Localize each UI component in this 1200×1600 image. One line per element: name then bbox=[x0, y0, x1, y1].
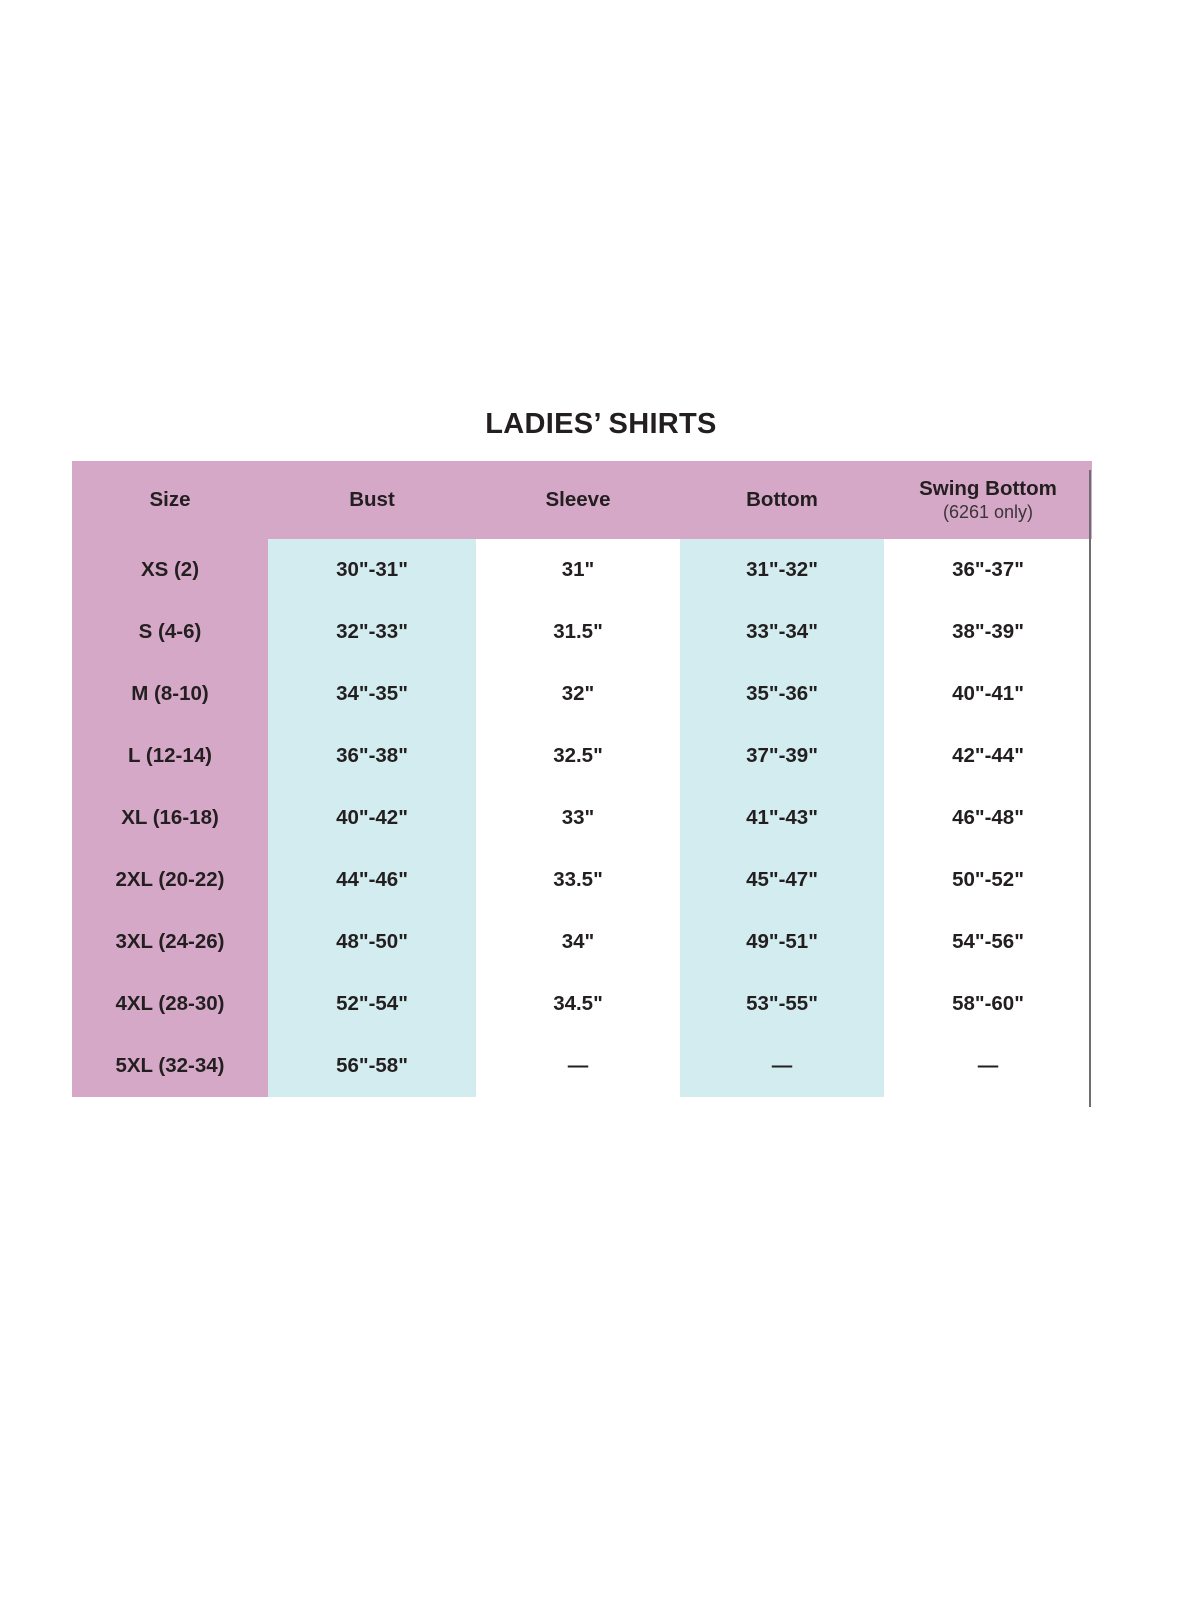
table-body bbox=[72, 539, 1092, 1097]
column-header-swing-bottom bbox=[884, 461, 1092, 539]
column-header-swing-bottom-note: (6261 only) bbox=[942, 501, 1034, 522]
cell-swing-bottom: 36"-37" bbox=[884, 539, 1092, 601]
table-row bbox=[72, 973, 1092, 1035]
cell-size: XL (16-18) bbox=[72, 787, 268, 849]
cell-size: S (4-6) bbox=[72, 601, 268, 663]
cell-size: 4XL (28-30) bbox=[72, 973, 268, 1035]
cell-sleeve: 33" bbox=[476, 787, 680, 849]
size-chart-container bbox=[72, 408, 1100, 1097]
cell-swing-bottom: 46"-48" bbox=[884, 787, 1092, 849]
page-title: LADIES’ SHIRTS bbox=[485, 408, 717, 440]
cell-bottom: 33"-34" bbox=[680, 601, 884, 663]
table-row bbox=[72, 601, 1092, 663]
cell-bottom: — bbox=[680, 1035, 884, 1097]
column-header-size-label: Size bbox=[149, 488, 191, 512]
cell-sleeve: 32" bbox=[476, 663, 680, 725]
cell-bust: 32"-33" bbox=[268, 601, 476, 663]
table-right-rule bbox=[1089, 470, 1091, 1107]
size-chart-table bbox=[72, 461, 1092, 1097]
cell-bust: 48"-50" bbox=[268, 911, 476, 973]
table-header bbox=[72, 461, 1092, 539]
cell-size: M (8-10) bbox=[72, 663, 268, 725]
cell-bust: 34"-35" bbox=[268, 663, 476, 725]
column-header-bottom-label: Bottom bbox=[746, 488, 818, 512]
column-header-size bbox=[72, 461, 268, 539]
column-header-bust-label: Bust bbox=[349, 488, 395, 512]
cell-size: L (12-14) bbox=[72, 725, 268, 787]
cell-sleeve: 33.5" bbox=[476, 849, 680, 911]
cell-swing-bottom: — bbox=[884, 1035, 1092, 1097]
cell-bottom: 49"-51" bbox=[680, 911, 884, 973]
cell-bottom: 45"-47" bbox=[680, 849, 884, 911]
cell-sleeve: 31" bbox=[476, 539, 680, 601]
column-header-bottom bbox=[680, 461, 884, 539]
cell-bust: 36"-38" bbox=[268, 725, 476, 787]
table-row bbox=[72, 539, 1092, 601]
cell-sleeve: — bbox=[476, 1035, 680, 1097]
cell-sleeve: 34.5" bbox=[476, 973, 680, 1035]
cell-size: 3XL (24-26) bbox=[72, 911, 268, 973]
cell-bust: 52"-54" bbox=[268, 973, 476, 1035]
table-row bbox=[72, 663, 1092, 725]
cell-size: XS (2) bbox=[72, 539, 268, 601]
cell-bust: 40"-42" bbox=[268, 787, 476, 849]
table-row bbox=[72, 849, 1092, 911]
table-row bbox=[72, 1035, 1092, 1097]
column-header-bust bbox=[268, 461, 476, 539]
cell-swing-bottom: 50"-52" bbox=[884, 849, 1092, 911]
cell-size: 5XL (32-34) bbox=[72, 1035, 268, 1097]
cell-sleeve: 31.5" bbox=[476, 601, 680, 663]
table-header-row bbox=[72, 461, 1092, 539]
cell-sleeve: 32.5" bbox=[476, 725, 680, 787]
cell-bust: 30"-31" bbox=[268, 539, 476, 601]
cell-bottom: 31"-32" bbox=[680, 539, 884, 601]
cell-bust: 56"-58" bbox=[268, 1035, 476, 1097]
column-header-swing-bottom-label: Swing Bottom bbox=[919, 477, 1057, 501]
cell-size: 2XL (20-22) bbox=[72, 849, 268, 911]
table-row bbox=[72, 725, 1092, 787]
cell-bottom: 41"-43" bbox=[680, 787, 884, 849]
cell-sleeve: 34" bbox=[476, 911, 680, 973]
cell-swing-bottom: 58"-60" bbox=[884, 973, 1092, 1035]
table-row bbox=[72, 787, 1092, 849]
cell-swing-bottom: 40"-41" bbox=[884, 663, 1092, 725]
column-header-sleeve bbox=[476, 461, 680, 539]
cell-bust: 44"-46" bbox=[268, 849, 476, 911]
cell-bottom: 53"-55" bbox=[680, 973, 884, 1035]
table-row bbox=[72, 911, 1092, 973]
cell-bottom: 35"-36" bbox=[680, 663, 884, 725]
cell-swing-bottom: 42"-44" bbox=[884, 725, 1092, 787]
column-header-sleeve-label: Sleeve bbox=[545, 488, 611, 512]
cell-bottom: 37"-39" bbox=[680, 725, 884, 787]
cell-swing-bottom: 38"-39" bbox=[884, 601, 1092, 663]
cell-swing-bottom: 54"-56" bbox=[884, 911, 1092, 973]
